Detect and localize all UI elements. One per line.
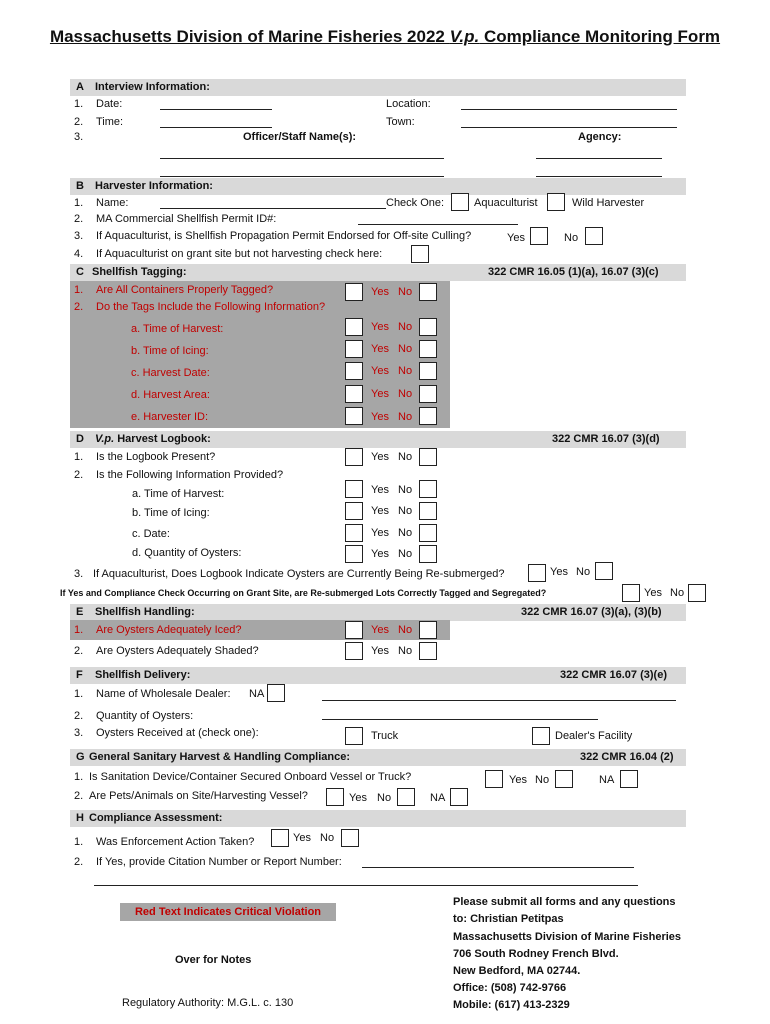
- log-item-no-checkbox[interactable]: [419, 545, 437, 563]
- tagged-no-checkbox[interactable]: [419, 283, 437, 301]
- dealer-name-field[interactable]: [322, 700, 676, 701]
- num: 1.: [74, 451, 84, 463]
- segregated-yes-checkbox[interactable]: [622, 584, 640, 602]
- na-label: NA: [249, 688, 265, 700]
- section-h-heading: Compliance Assessment:: [89, 812, 223, 824]
- section-f-ref: 322 CMR 16.07 (3)(e): [560, 669, 667, 681]
- log-item: b. Time of Icing:: [132, 507, 210, 519]
- resubmerged-no-checkbox[interactable]: [595, 562, 613, 580]
- shaded-no-checkbox[interactable]: [419, 642, 437, 660]
- iced-yes-checkbox[interactable]: [345, 621, 363, 639]
- dealer-facility-label: Dealer's Facility: [555, 730, 633, 742]
- section-c-heading: Shellfish Tagging:: [92, 266, 187, 278]
- iced-no-checkbox[interactable]: [419, 621, 437, 639]
- segregated-question: If Yes and Compliance Check Occurring on Grant Site, are Re-submerged Lots Correctly Tagged and Segregated?: [60, 588, 547, 598]
- agency-field-1[interactable]: [536, 158, 662, 159]
- section-f-heading: Shellfish Delivery:: [95, 669, 191, 681]
- over-for-notes: Over for Notes: [175, 954, 252, 966]
- log-item: a. Time of Harvest:: [132, 488, 225, 500]
- no-label: No: [398, 484, 413, 496]
- grant-site-question: If Aquaculturist on grant site but not harvesting check here:: [96, 248, 383, 260]
- quantity-label: Quantity of Oysters:: [96, 710, 194, 722]
- submit-line: Office: (508) 742-9766: [453, 982, 567, 994]
- wild-harvester-checkbox[interactable]: [547, 193, 565, 211]
- section-c-ref: 322 CMR 16.05 (1)(a), 16.07 (3)(c): [488, 266, 659, 278]
- submit-line: Mobile: (617) 413-2329: [453, 999, 570, 1011]
- no-label: No: [564, 232, 579, 244]
- submit-line: Massachusetts Division of Marine Fisheries: [453, 931, 682, 943]
- logbook-no-checkbox[interactable]: [419, 448, 437, 466]
- yes-label: Yes: [371, 548, 389, 560]
- town-label: Town:: [386, 116, 415, 128]
- time-label: Time:: [96, 116, 124, 128]
- yes-label: Yes: [371, 451, 389, 463]
- officer-field-1[interactable]: [160, 158, 444, 159]
- no-label: No: [377, 792, 392, 804]
- no-label: No: [576, 566, 591, 578]
- yes-label: Yes: [371, 321, 389, 333]
- num: 2.: [74, 856, 84, 868]
- section-g-heading: General Sanitary Harvest & Handling Compliance:: [89, 751, 351, 763]
- tag-item: b. Time of Icing:: [131, 345, 209, 357]
- section-f-letter: F: [76, 669, 83, 681]
- no-label: No: [398, 505, 413, 517]
- submit-line: to: Christian Petitpas: [453, 913, 564, 925]
- shaded-yes-checkbox[interactable]: [345, 642, 363, 660]
- yes-label: Yes: [371, 286, 389, 298]
- check-one-label: Check One:: [386, 197, 445, 209]
- no-label: No: [398, 321, 413, 333]
- enforcement-yes-checkbox[interactable]: [271, 829, 289, 847]
- tag-item: e. Harvester ID:: [131, 411, 209, 423]
- pets-no-checkbox[interactable]: [397, 788, 415, 806]
- logbook-present-question: Is the Logbook Present?: [96, 451, 216, 463]
- tag-item-no-checkbox[interactable]: [419, 407, 437, 425]
- no-label: No: [398, 548, 413, 560]
- sanitation-no-checkbox[interactable]: [555, 770, 573, 788]
- tag-item-no-checkbox[interactable]: [419, 362, 437, 380]
- name-field[interactable]: [160, 208, 386, 209]
- yes-label: Yes: [371, 343, 389, 355]
- num: 3.: [74, 230, 84, 242]
- section-e-letter: E: [76, 606, 84, 618]
- date-field[interactable]: [160, 109, 272, 110]
- no-label: No: [398, 527, 413, 539]
- section-d-ref: 322 CMR 16.07 (3)(d): [552, 433, 660, 445]
- num: 1.: [74, 624, 84, 636]
- citation-field-2[interactable]: [94, 885, 638, 886]
- permit-label: MA Commercial Shellfish Permit ID#:: [96, 213, 277, 225]
- dealer-name-label: Name of Wholesale Dealer:: [96, 688, 231, 700]
- yes-label: Yes: [371, 411, 389, 423]
- section-d-heading: V.p. Harvest Logbook:: [95, 433, 211, 445]
- dealer-facility-checkbox[interactable]: [532, 727, 550, 745]
- tag-item: a. Time of Harvest:: [131, 323, 224, 335]
- log-item-yes-checkbox[interactable]: [345, 480, 363, 498]
- na-label: NA: [430, 792, 446, 804]
- section-a-letter: A: [76, 81, 84, 93]
- yes-label: Yes: [371, 645, 389, 657]
- section-e-ref: 322 CMR 16.07 (3)(a), (3)(b): [521, 606, 662, 618]
- num: 1.: [74, 836, 84, 848]
- yes-label: Yes: [349, 792, 367, 804]
- num: 1.: [74, 197, 84, 209]
- log-item: d. Quantity of Oysters:: [132, 547, 242, 559]
- yes-label: Yes: [371, 484, 389, 496]
- truck-label: Truck: [371, 730, 399, 742]
- no-label: No: [398, 411, 413, 423]
- dealer-na-checkbox[interactable]: [267, 684, 285, 702]
- logbook-yes-checkbox[interactable]: [345, 448, 363, 466]
- yes-label: Yes: [550, 566, 568, 578]
- tag-item-yes-checkbox[interactable]: [345, 362, 363, 380]
- tag-item-no-checkbox[interactable]: [419, 385, 437, 403]
- propagation-question: If Aquaculturist, is Shellfish Propagation Permit Endorsed for Off-site Culling?: [96, 230, 472, 242]
- tag-item-yes-checkbox[interactable]: [345, 407, 363, 425]
- enforcement-question: Was Enforcement Action Taken?: [96, 836, 255, 848]
- num: 2.: [74, 790, 84, 802]
- form-title: Massachusetts Division of Marine Fisheries 2022 V.p. Compliance Monitoring Form: [49, 27, 721, 46]
- section-a-heading: Interview Information:: [95, 81, 210, 93]
- log-item: c. Date:: [132, 528, 170, 540]
- agency-field-2[interactable]: [536, 176, 662, 177]
- shaded-question: Are Oysters Adequately Shaded?: [96, 645, 259, 657]
- submit-line: New Bedford, MA 02744.: [453, 965, 581, 977]
- time-field[interactable]: [160, 127, 272, 128]
- num: 1.: [74, 98, 84, 110]
- yes-label: Yes: [371, 365, 389, 377]
- section-b-heading: Harvester Information:: [95, 180, 213, 192]
- log-item-no-checkbox[interactable]: [419, 502, 437, 520]
- segregated-no-checkbox[interactable]: [688, 584, 706, 602]
- num: 2.: [74, 469, 84, 481]
- yes-label: Yes: [644, 587, 662, 599]
- yes-label: Yes: [371, 527, 389, 539]
- no-label: No: [398, 451, 413, 463]
- yes-label: Yes: [507, 232, 525, 244]
- section-e-heading: Shellfish Handling:: [95, 606, 195, 618]
- pets-yes-checkbox[interactable]: [326, 788, 344, 806]
- agency-label: Agency:: [578, 131, 622, 143]
- num: 2.: [74, 301, 84, 313]
- yes-label: Yes: [371, 505, 389, 517]
- tagged-yes-checkbox[interactable]: [345, 283, 363, 301]
- officer-field-2[interactable]: [160, 176, 444, 177]
- num: 4.: [74, 248, 84, 260]
- section-g-letter: G: [76, 751, 85, 763]
- aquaculturist-checkbox[interactable]: [451, 193, 469, 211]
- tag-item-yes-checkbox[interactable]: [345, 318, 363, 336]
- no-label: No: [398, 388, 413, 400]
- log-item-yes-checkbox[interactable]: [345, 545, 363, 563]
- no-label: No: [320, 832, 335, 844]
- pets-na-checkbox[interactable]: [450, 788, 468, 806]
- log-item-yes-checkbox[interactable]: [345, 524, 363, 542]
- section-c-letter: C: [76, 266, 84, 278]
- tag-item-yes-checkbox[interactable]: [345, 340, 363, 358]
- enforcement-no-checkbox[interactable]: [341, 829, 359, 847]
- iced-question: Are Oysters Adequately Iced?: [96, 624, 242, 636]
- regulatory-authority: Regulatory Authority: M.G.L. c. 130: [122, 997, 294, 1009]
- town-field[interactable]: [461, 127, 677, 128]
- yes-label: Yes: [371, 388, 389, 400]
- section-h-letter: H: [76, 812, 84, 824]
- truck-checkbox[interactable]: [345, 727, 363, 745]
- num: 3.: [74, 568, 84, 580]
- no-label: No: [398, 286, 413, 298]
- submit-line: Please submit all forms and any questions: [453, 896, 676, 908]
- submit-line: 706 South Rodney French Blvd.: [453, 948, 619, 960]
- no-label: No: [398, 624, 413, 636]
- tag-item: c. Harvest Date:: [131, 367, 210, 379]
- sanitation-question: Is Sanitation Device/Container Secured Onboard Vessel or Truck?: [89, 771, 412, 783]
- logbook-info-question: Is the Following Information Provided?: [96, 469, 284, 481]
- num: 1.: [74, 771, 84, 783]
- num: 1.: [74, 688, 84, 700]
- no-label: No: [670, 587, 685, 599]
- tagged-question: Are All Containers Properly Tagged?: [96, 284, 274, 296]
- received-label: Oysters Received at (check one):: [96, 727, 259, 739]
- pets-question: Are Pets/Animals on Site/Harvesting Vessel?: [89, 790, 308, 802]
- no-label: No: [535, 774, 550, 786]
- log-item-no-checkbox[interactable]: [419, 480, 437, 498]
- date-label: Date:: [96, 98, 123, 110]
- no-label: No: [398, 365, 413, 377]
- no-label: No: [398, 645, 413, 657]
- critical-violation-legend: Red Text Indicates Critical Violation: [120, 903, 336, 921]
- num: 3.: [74, 727, 84, 739]
- num: 2.: [74, 213, 84, 225]
- name-label: Name:: [96, 197, 129, 209]
- tag-item-no-checkbox[interactable]: [419, 340, 437, 358]
- citation-field[interactable]: [362, 867, 634, 868]
- location-field[interactable]: [461, 109, 677, 110]
- yes-label: Yes: [371, 624, 389, 636]
- permit-field[interactable]: [358, 224, 518, 225]
- aquaculturist-label: Aquaculturist: [474, 197, 538, 209]
- num: 2.: [74, 116, 84, 128]
- tag-item-no-checkbox[interactable]: [419, 318, 437, 336]
- tag-item: d. Harvest Area:: [131, 389, 210, 401]
- citation-question: If Yes, provide Citation Number or Report Number:: [96, 856, 342, 868]
- location-label: Location:: [386, 98, 431, 110]
- num: 2.: [74, 710, 84, 722]
- num: 1.: [74, 284, 84, 296]
- yes-label: Yes: [293, 832, 311, 844]
- sanitation-na-checkbox[interactable]: [620, 770, 638, 788]
- na-label: NA: [599, 774, 615, 786]
- section-d-letter: D: [76, 433, 84, 445]
- section-b-letter: B: [76, 180, 84, 192]
- quantity-field[interactable]: [322, 719, 598, 720]
- grant-site-checkbox[interactable]: [411, 245, 429, 263]
- resubmerged-question: If Aquaculturist, Does Logbook Indicate Oysters are Currently Being Re-submerged?: [93, 568, 505, 580]
- num: 3.: [74, 131, 84, 143]
- propagation-yes-checkbox[interactable]: [530, 227, 548, 245]
- sanitation-yes-checkbox[interactable]: [485, 770, 503, 788]
- officer-label: Officer/Staff Name(s):: [243, 131, 357, 143]
- no-label: No: [398, 343, 413, 355]
- log-item-yes-checkbox[interactable]: [345, 502, 363, 520]
- resubmerged-yes-checkbox[interactable]: [528, 564, 546, 582]
- propagation-no-checkbox[interactable]: [585, 227, 603, 245]
- num: 2.: [74, 645, 84, 657]
- wild-harvester-label: Wild Harvester: [572, 197, 645, 209]
- log-item-no-checkbox[interactable]: [419, 524, 437, 542]
- tag-info-question: Do the Tags Include the Following Information?: [96, 301, 326, 313]
- tag-item-yes-checkbox[interactable]: [345, 385, 363, 403]
- section-g-ref: 322 CMR 16.04 (2): [580, 751, 674, 763]
- yes-label: Yes: [509, 774, 527, 786]
